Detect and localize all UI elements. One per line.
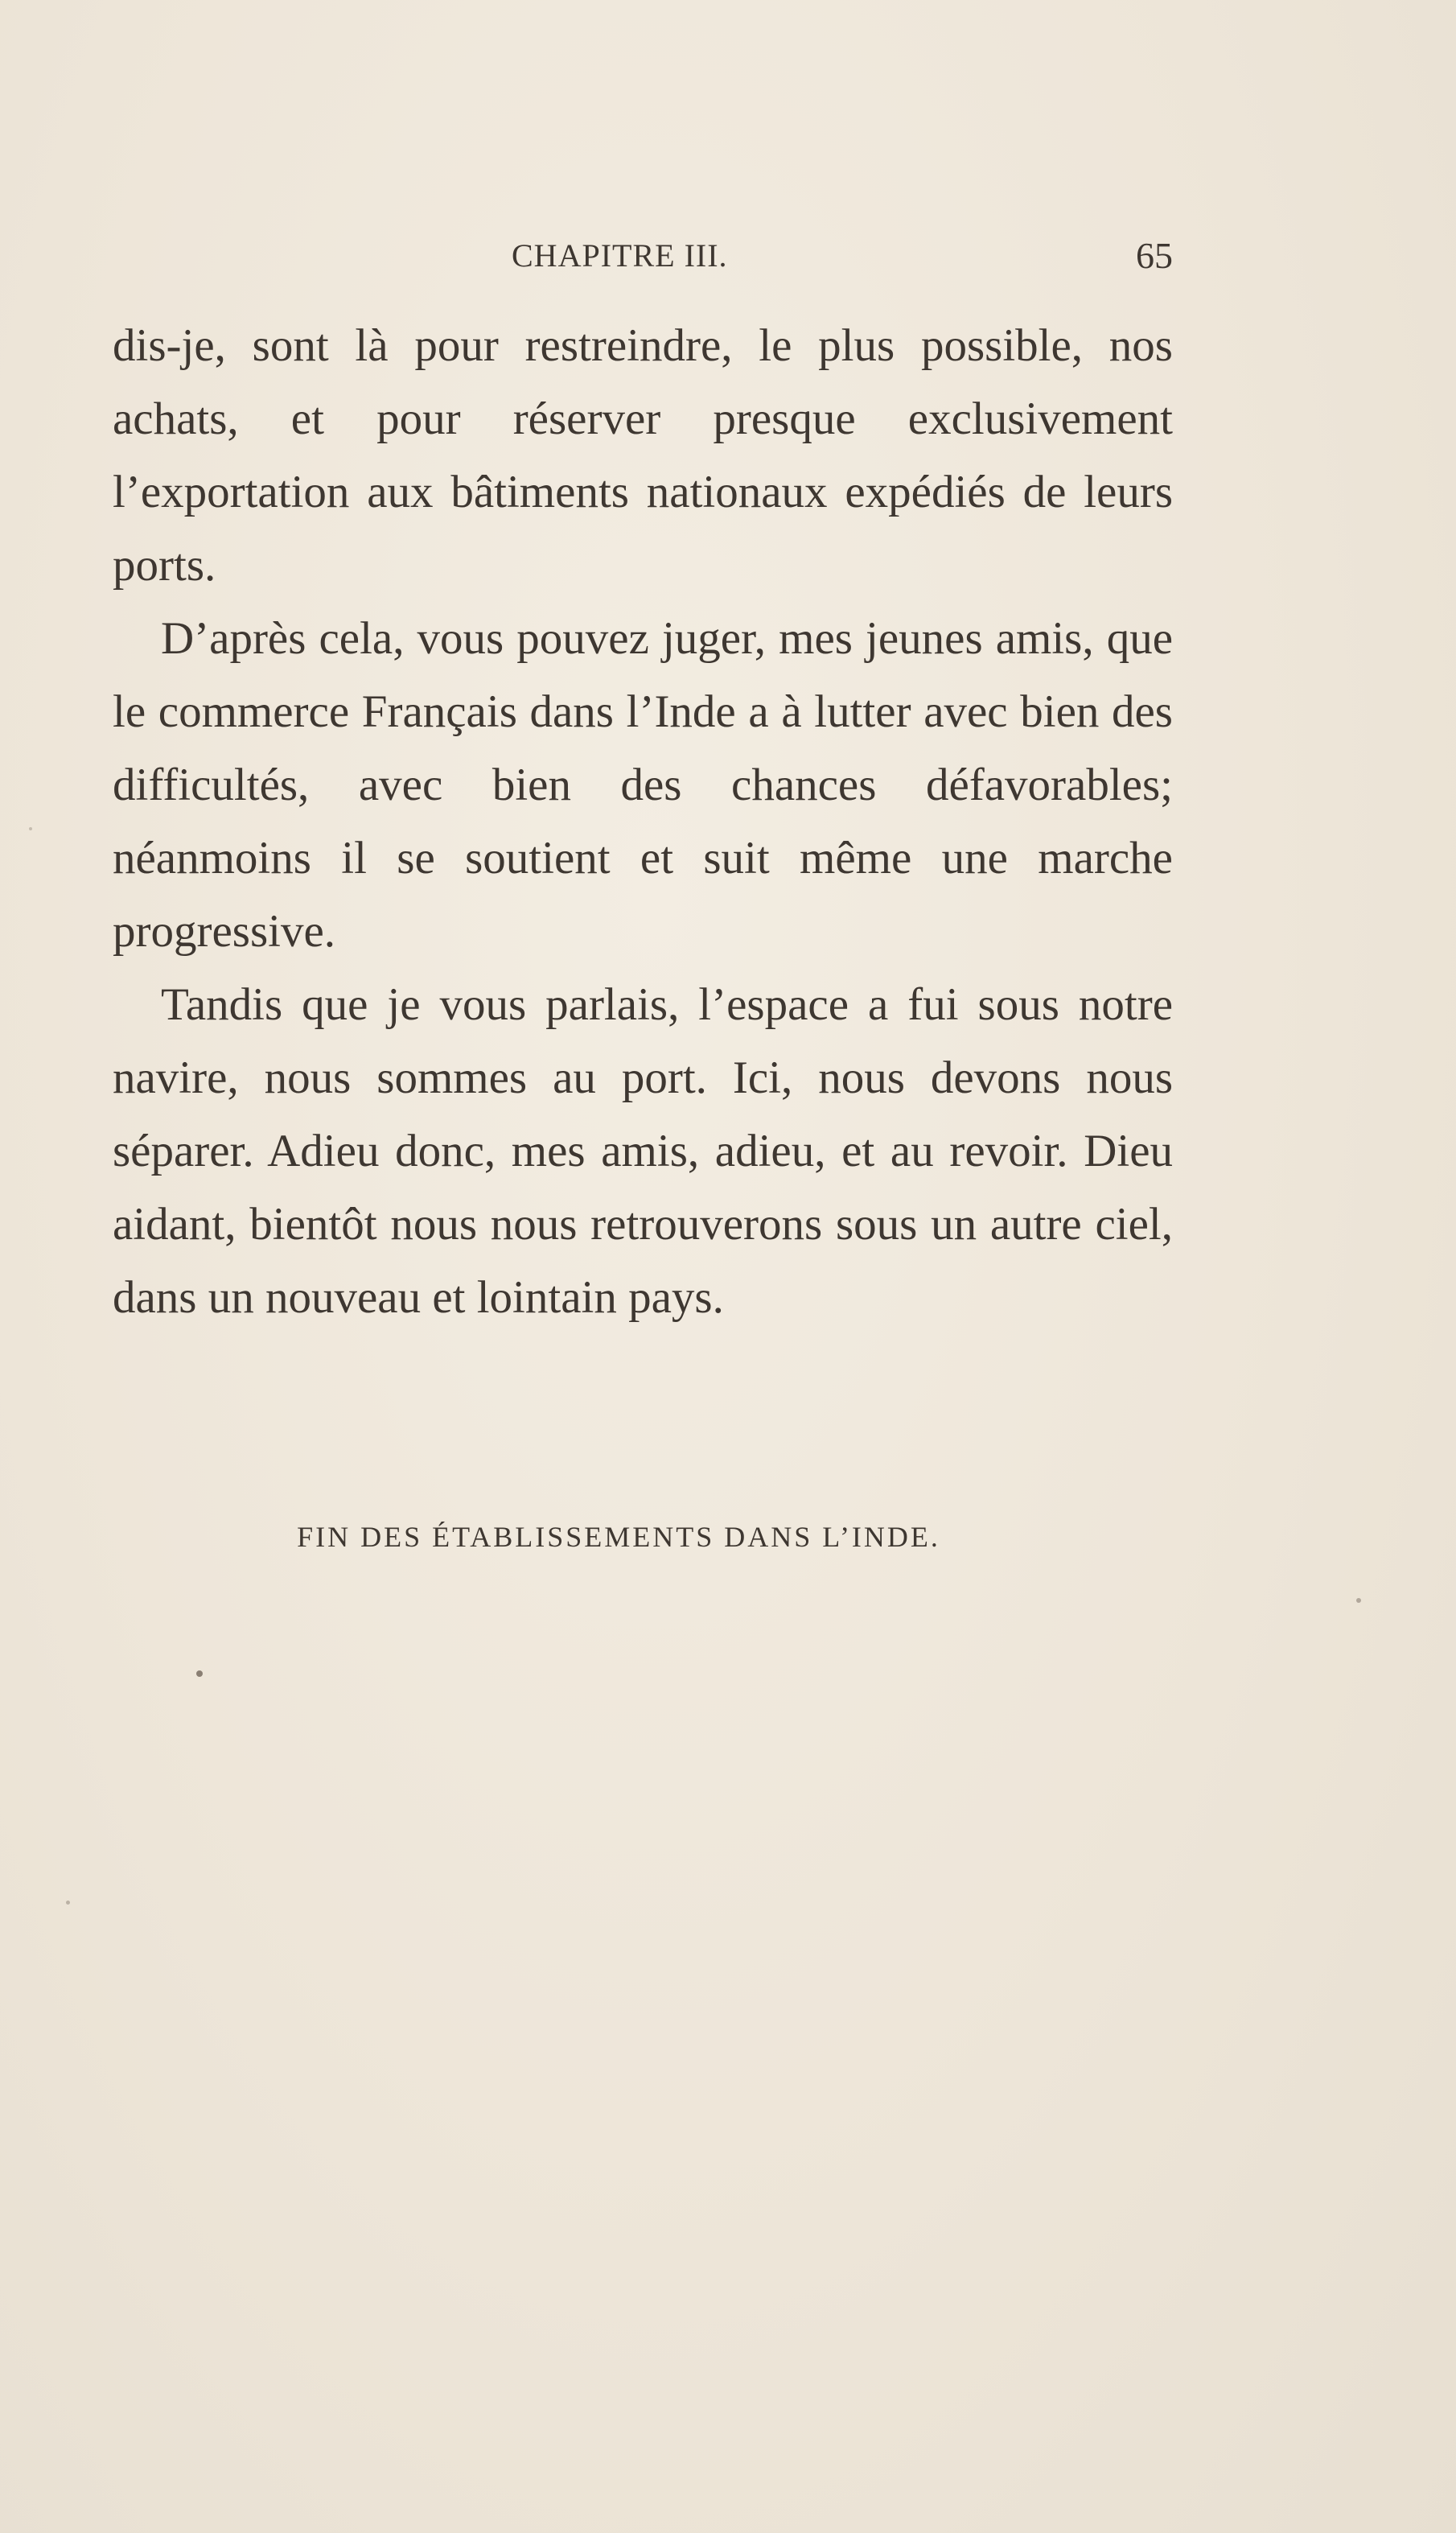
paragraph-farewell: Tandis que je vous parlais, l’espace a fui sous notre navire, nous sommes au port. Ici, nous devons nous séparer. Adieu donc, mes amis, adieu, et au revoir. Dieu aidant, bientôt nous nous retrouverons sous un autre ciel, dans un nouveau et lointain pays.: [113, 979, 1173, 1323]
running-title: CHAPITRE III.: [512, 237, 728, 274]
paper-speck: [1356, 1598, 1361, 1603]
paragraph-continuation: dis-je, sont là pour restreindre, le plus possible, nos achats, et pour réserver presque exclusivement l’exportation aux bâtiments nationaux expédiés de leurs ports.: [113, 320, 1173, 591]
section-end-line: FIN DES ÉTABLISSEMENTS DANS L’INDE.: [297, 1521, 940, 1553]
paper-speck: [66, 1901, 70, 1905]
paper-speck: [29, 827, 32, 830]
paragraph-commerce: D’après cela, vous pouvez juger, mes jeunes amis, que le commerce Français dans l’Inde a à lutter avec bien des difficultés, avec bien des chances défavorables; néanmoins il se soutient et suit même une marche progressive.: [113, 613, 1173, 957]
page-number: 65: [1136, 235, 1173, 276]
running-head: [113, 232, 1173, 280]
paper-speck: [196, 1670, 203, 1677]
body-text: [113, 309, 1173, 1334]
